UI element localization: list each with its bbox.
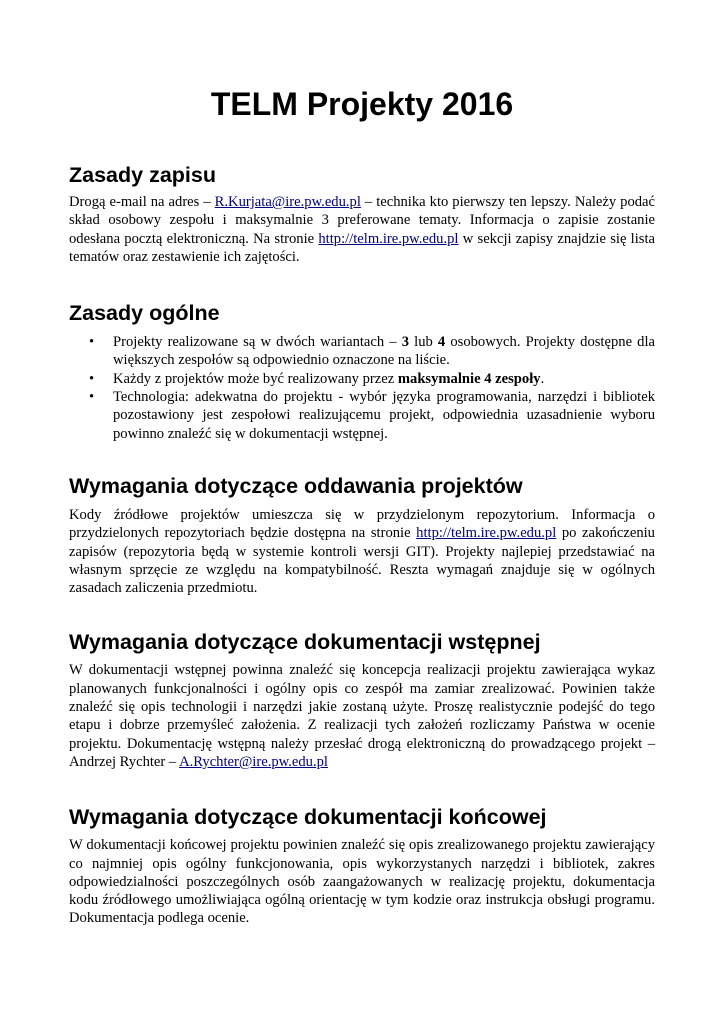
initial-documentation-paragraph	[69, 661, 655, 771]
text-span: .	[540, 370, 545, 387]
bold-text: 4	[437, 334, 446, 351]
list-item	[69, 370, 655, 388]
section-heading-enrollment-rules: Zasady zapisu	[69, 163, 216, 187]
bold-text: maksymalnie 4 zespoły	[397, 370, 541, 387]
list-item	[69, 388, 655, 443]
text-span: Drogą e-mail na adres –	[69, 194, 215, 210]
section-heading-initial-documentation: Wymagania dotyczące dokumentacji wstępnej	[69, 630, 541, 655]
general-rules-list	[69, 333, 655, 443]
text-span: w sekcji zapisy znajdzie się lista tematów oraz zestawienie ich zajętości.	[69, 230, 655, 265]
text-span: Kody źródłowe projektów umieszcza się w przydzielonym repozytorium. Informacja o przydzielonych repozytoriach będzie dostępna na stronie	[69, 506, 655, 542]
section-heading-submission-requirements: Wymagania dotyczące oddawania projektów	[69, 473, 523, 498]
text-span: Technologia: adekwatna do projektu - wybór języka programowania, narzędzi i bibliotek pozostawiony jest zespołowi realizującemu projekt, odpowiednia uzasadnienie wyboru powinno znaleźć się w dokumentacji wstępnej.	[113, 389, 655, 442]
email-link-kurjata[interactable]: R.Kurjata@ire.pw.edu.pl	[214, 194, 361, 210]
final-documentation-paragraph: W dokumentacji końcowej projektu powinien znaleźć się opis zrealizowanego projektu zawierający co najmniej opis ogólny funkcjonowania, opis wykorzystanych narzędzi i bibliotek, zakres odpowiedzialności poszczególnych osób zaangażowanych w realizację projektu, dokumentacja kodu źródłowego umożliwiająca ogólną orientację w tym kodzie oraz instrukcja obsługi programu. Dokumentacja podlega ocenie.	[69, 837, 655, 927]
text-span: Każdy z projektów może być realizowany przez	[113, 370, 398, 387]
document-title: TELM Projekty 2016	[210, 86, 514, 122]
document-page	[69, 0, 655, 928]
section-heading-general-rules: Zasady ogólne	[69, 301, 220, 326]
text-span: – technika kto pierwszy ten lepszy. Należy podać skład osobowy zespołu i maksymalnie 3 preferowane tematy. Informacja o zapisie zostanie odesłana pocztą elektroniczną. Na stronie	[69, 194, 655, 247]
text-span: po zakończeniu zapisów (repozytoria będą w systemie kontroli wersji GIT). Projekty najlepiej przedstawiać na własnym sprzęcie ze względu na kompatybilność. Reszta wymagań znajduje się w ogólnych zasadach zaliczenia przedmiotu.	[69, 525, 655, 597]
bullet-icon: •	[89, 334, 95, 351]
text-span: W dokumentacji wstępnej powinna znaleźć się koncepcja realizacji projektu zawierająca wykaz planowanych funkcjonalności i ogólny opis co zespół ma zamiar zrealizować. Powinien także znaleźć się opis technologii i narzędzi jakie zostaną użyte. Proszę realistycznie podejść do tego etapu i dobrze przemyśleć założenia. Z realizacji tych założeń rozliczamy Państwa w ocenie projektu. Dokumentację wstępną należy przesłać drogą elektroniczną do prowadzącego projekt – Andrzej Rychter –	[69, 662, 655, 770]
submission-requirements-paragraph	[69, 506, 655, 597]
email-link-rychter[interactable]: A.Rychter@ire.pw.edu.pl	[179, 753, 328, 770]
section-heading-final-documentation: Wymagania dotyczące dokumentacji końcowej	[69, 805, 547, 830]
telm-website-link[interactable]: http://telm.ire.pw.edu.pl	[416, 525, 557, 542]
enrollment-rules-paragraph	[69, 193, 655, 266]
bullet-icon: •	[89, 389, 95, 406]
bold-text: 3	[401, 334, 410, 351]
text-span: osobowych. Projekty dostępne dla większych zespołów są odpowiednio oznaczone na liście.	[113, 334, 655, 369]
text-span: Projekty realizowane są w dwóch wariantach –	[113, 334, 402, 351]
list-item	[69, 333, 655, 370]
bullet-icon: •	[89, 370, 95, 387]
text-span: lub	[409, 334, 438, 351]
telm-website-link[interactable]: http://telm.ire.pw.edu.pl	[318, 230, 459, 247]
